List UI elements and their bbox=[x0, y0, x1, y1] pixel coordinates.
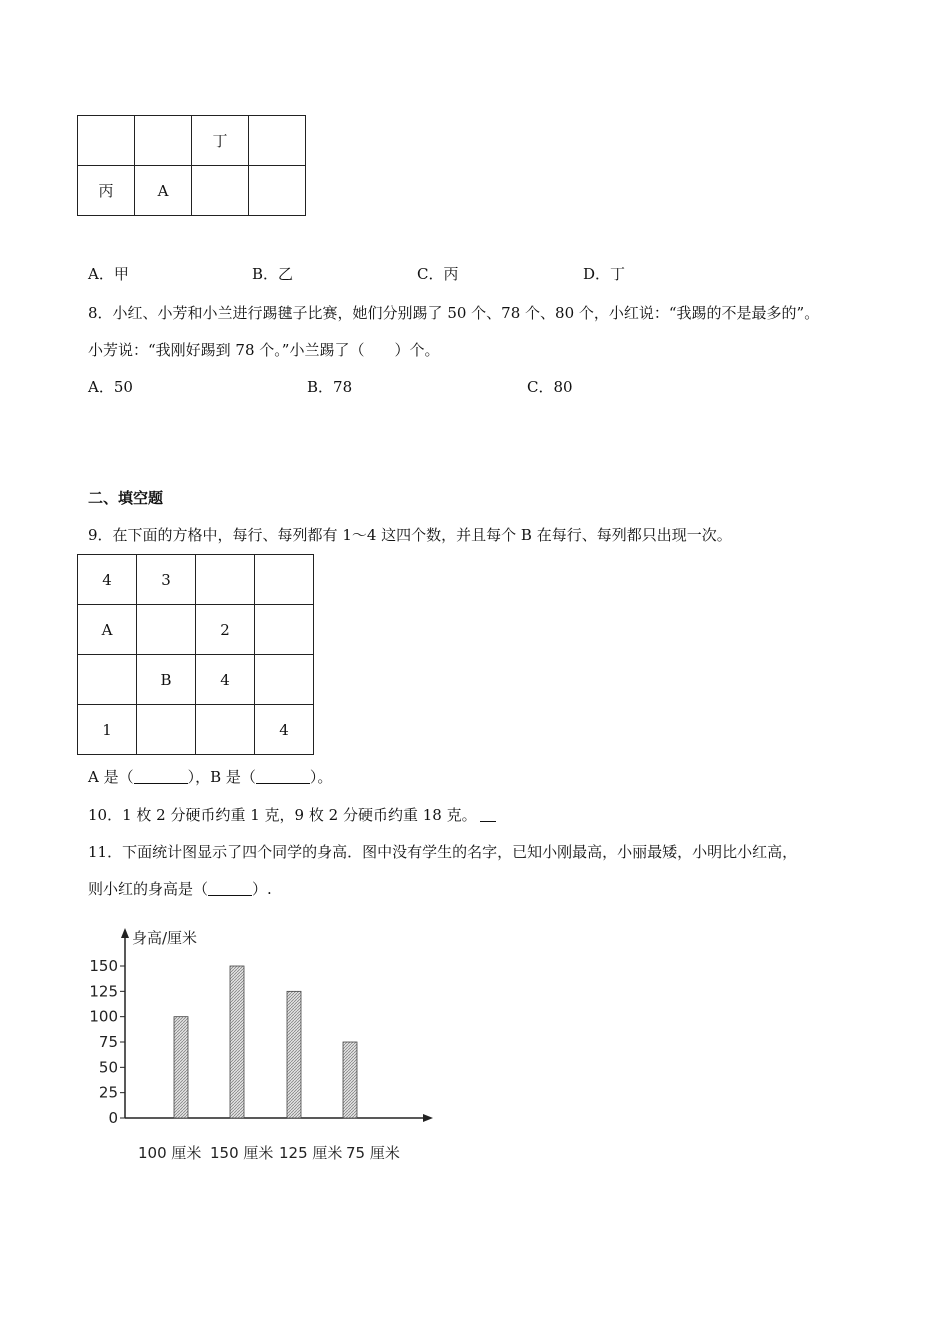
q7-option-c[interactable]: C．丙 bbox=[417, 265, 459, 283]
q7-cell: A bbox=[135, 166, 192, 216]
q8-option-a[interactable]: A．50 bbox=[88, 378, 133, 396]
q9-answer-a-label: A 是（ bbox=[88, 768, 134, 786]
chart-y-tick-label: 75 bbox=[98, 1033, 118, 1051]
q11-line2-end: ）. bbox=[252, 880, 272, 898]
q8-option-b[interactable]: B．78 bbox=[307, 378, 353, 396]
chart-y-tick-label: 125 bbox=[89, 982, 118, 1001]
chart-y-tick-label: 0 bbox=[108, 1109, 118, 1127]
q7-option-d[interactable]: D．丁 bbox=[583, 265, 626, 283]
chart-bar bbox=[287, 991, 301, 1118]
q7-cell: 丁 bbox=[192, 116, 249, 166]
chart-bar bbox=[174, 1017, 188, 1118]
q9-cell: 2 bbox=[196, 605, 255, 655]
q9-answer-mid: ），B 是（ bbox=[187, 768, 256, 786]
chart-y-tick-label: 100 bbox=[89, 1007, 118, 1026]
chart-x-label: 75 厘米 bbox=[346, 1144, 400, 1162]
chart-y-tick-label: 25 bbox=[98, 1083, 118, 1102]
q10-text: 10．1 枚 2 分硬币约重 1 克，9 枚 2 分硬币约重 18 克。 bbox=[88, 806, 477, 824]
q8-text-line1: 8．小红、小芳和小兰进行踢毽子比赛，她们分别踢了 50 个、78 个、80 个，小红说：“我踢的不是最多的”。 bbox=[88, 304, 820, 322]
chart-bars bbox=[174, 966, 357, 1118]
chart-y-label: 身高/厘米 bbox=[132, 929, 198, 947]
q7-option-b[interactable]: B．乙 bbox=[252, 265, 294, 283]
chart-x-labels bbox=[138, 1144, 400, 1162]
q7-option-a[interactable]: A．甲 bbox=[88, 265, 129, 283]
chart-x-arrow bbox=[423, 1114, 433, 1122]
chart-y-tick-label: 50 bbox=[98, 1058, 118, 1077]
q9-text: 9．在下面的方格中，每行、每列都有 1～4 这四个数，并且每个 B 在每行、每列都只出现一次。 bbox=[88, 526, 732, 544]
q9-cell: B bbox=[137, 655, 196, 705]
q9-cell: 3 bbox=[137, 555, 196, 605]
chart-y-ticks bbox=[89, 957, 125, 1127]
q9-cell: 4 bbox=[78, 555, 137, 605]
q9-cell: 1 bbox=[78, 705, 137, 755]
chart-y-tick-label: 150 bbox=[89, 957, 118, 975]
q7-cell: 丙 bbox=[78, 166, 135, 216]
chart-x-label: 100 厘米 bbox=[138, 1144, 202, 1162]
chart-y-arrow bbox=[121, 928, 129, 938]
q9-cell: 4 bbox=[196, 655, 255, 705]
q8-option-c[interactable]: C．80 bbox=[527, 378, 573, 396]
q11-line2-start: 则小红的身高是（ bbox=[88, 880, 209, 898]
chart-x-label: 150 厘米 bbox=[210, 1144, 274, 1162]
chart-bar bbox=[230, 966, 244, 1118]
chart-x-label: 125 厘米 bbox=[279, 1144, 343, 1162]
q8-text-line2: 小芳说：“我刚好踢到 78 个。”小兰踢了（ ）个。 bbox=[88, 341, 440, 359]
section-title: 二、填空题 bbox=[88, 489, 164, 507]
q9-cell: 4 bbox=[255, 705, 314, 755]
chart-bar bbox=[343, 1042, 357, 1118]
q9-cell: A bbox=[78, 605, 137, 655]
q11-text-line1: 11．下面统计图显示了四个同学的身高．图中没有学生的名字，已知小刚最高，小丽最矮，小明比小红高， bbox=[88, 843, 798, 861]
q9-answer-end: ）。 bbox=[309, 768, 333, 786]
